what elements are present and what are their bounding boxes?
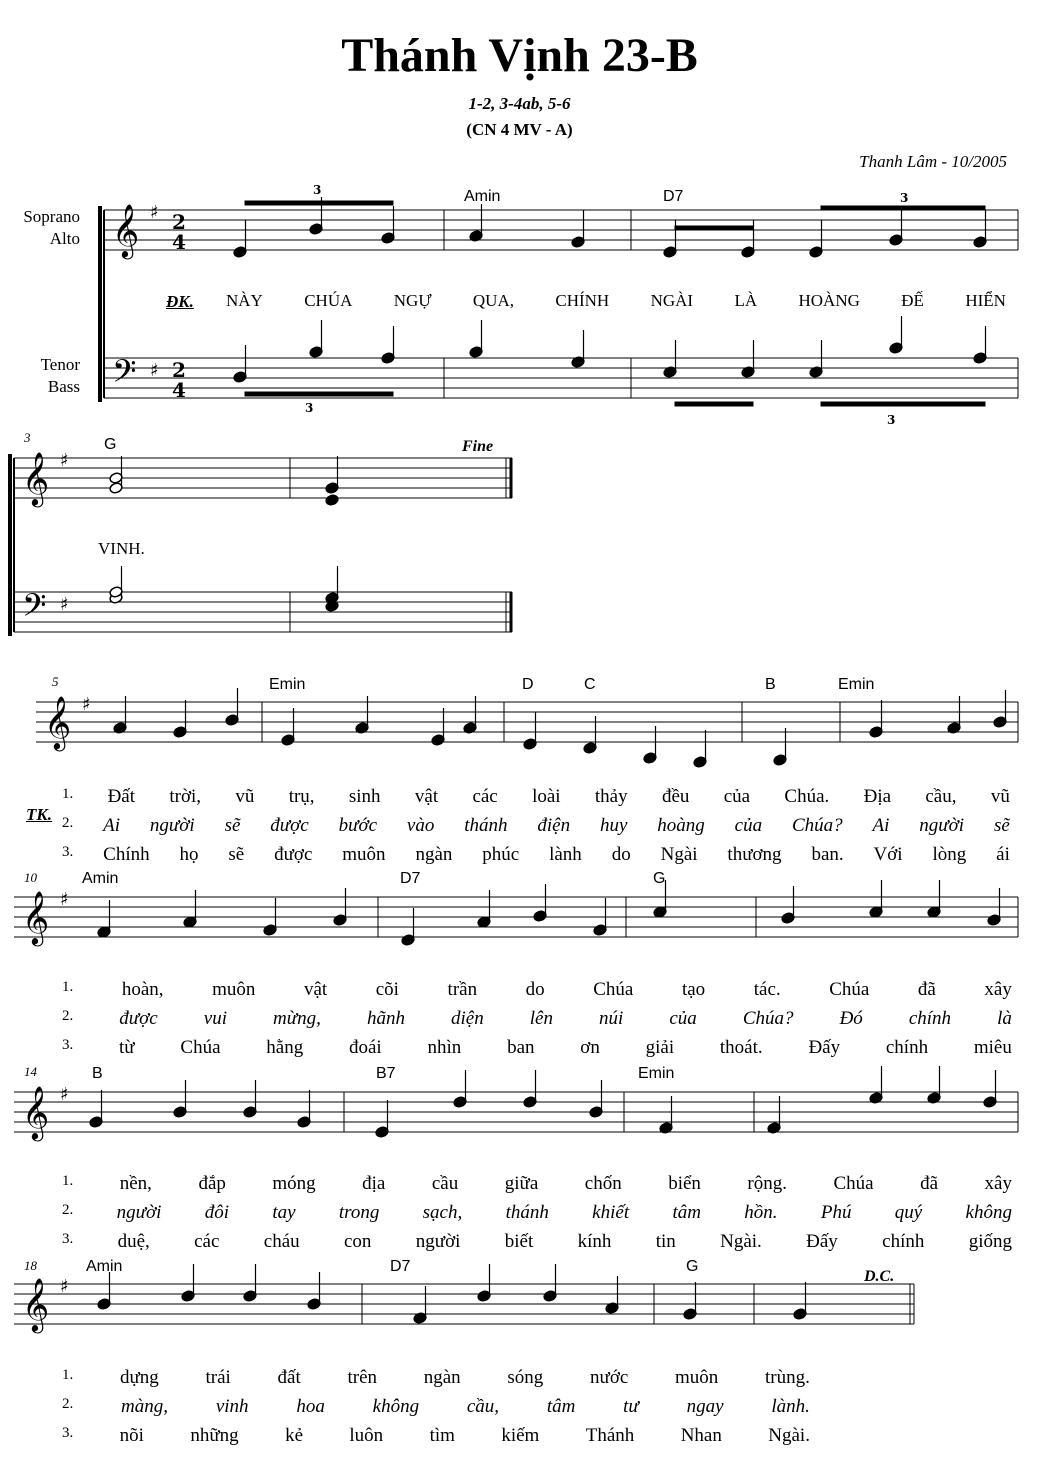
treble-clef: 𝄞 — [22, 1277, 50, 1331]
chord-symbol: D7 — [390, 1258, 411, 1275]
lyric-line-verse-3 — [62, 1231, 1012, 1253]
soprano-label: Soprano — [23, 207, 80, 226]
bass-clef: 𝄢 — [112, 353, 137, 397]
lyric-word: được — [270, 815, 309, 836]
lyric-word: trần — [447, 979, 478, 1000]
lyric-word: thánh — [464, 815, 508, 836]
lyric-word: không — [965, 1202, 1012, 1223]
lyric-word: muôn — [212, 979, 256, 1000]
lyric-word: sinh — [348, 786, 381, 807]
lyric-word: Thánh — [585, 1425, 635, 1446]
lyric-word: được — [119, 1008, 158, 1029]
lyric-word: đất — [277, 1367, 301, 1388]
chord-symbol: Emin — [838, 676, 875, 693]
lyric-word: Chúa — [180, 1037, 221, 1058]
lyric-word: giải — [645, 1037, 675, 1058]
lyric-word: của — [723, 786, 751, 807]
beam — [675, 402, 753, 406]
chord-symbol: Amin — [86, 1258, 123, 1275]
lyric-word: Ai — [103, 815, 121, 836]
lyric-line-verse-1 — [62, 1367, 810, 1389]
verse-number: 1. — [62, 979, 74, 995]
treble-clef: 𝄞 — [22, 1085, 50, 1139]
lyric-word: miêu — [973, 1037, 1012, 1058]
measure-number: 3 — [24, 430, 31, 445]
lyric-word: rộng. — [747, 1173, 787, 1194]
key-signature-sharp: ♯ — [60, 889, 69, 910]
lyric-word: Chúa? — [791, 815, 843, 836]
lyric-word: do — [611, 844, 631, 865]
lyric-word: HOÀNG — [798, 291, 860, 310]
verse-number: 3. — [62, 844, 74, 860]
lyric-line-verse-2 — [62, 1396, 810, 1418]
key-signature-sharp: ♯ — [60, 594, 69, 615]
lyric-word: Chúa — [829, 979, 870, 1000]
lyric-word: Chúa — [833, 1173, 874, 1194]
lyric-word: thoát. — [719, 1037, 763, 1058]
fine-marker: Fine — [462, 438, 494, 455]
lyric-word: nước — [590, 1367, 629, 1388]
composer-credit: Thanh Lâm - 10/2005 — [859, 152, 1007, 171]
lyric-word: đã — [917, 979, 936, 1000]
verse-number: 1. — [62, 786, 74, 802]
lyric-word: từ — [119, 1037, 135, 1058]
lyric-word: điện — [537, 815, 571, 836]
chord-symbol: Amin — [464, 188, 501, 205]
time-signature: 2 — [172, 210, 186, 234]
lyric-word: cõi — [375, 979, 399, 1000]
lyric-word: họ — [179, 844, 199, 865]
lyric-word: người — [919, 815, 965, 836]
lyric-word: đôi — [204, 1202, 229, 1223]
lyric-word: cầu, — [466, 1396, 500, 1417]
lyric-line-verse-3 — [62, 1425, 810, 1447]
lyric-word: Đất — [107, 786, 136, 807]
lyric-word: xây — [984, 979, 1012, 1000]
lyric-word: vật — [414, 786, 439, 807]
lyric-word: duệ, — [117, 1231, 150, 1252]
chord-symbol: C — [584, 676, 596, 693]
chord-symbol: D — [522, 676, 534, 693]
lyric-word: kẻ — [285, 1425, 303, 1446]
chord-symbol: G — [653, 870, 666, 887]
verse-number: 2. — [62, 815, 74, 831]
lyric-word: ơn — [580, 1037, 600, 1058]
lyric-word: trái — [205, 1367, 231, 1388]
time-signature: 2 — [172, 358, 186, 382]
lyric-word: phúc — [482, 844, 520, 865]
lyric-word: được — [274, 844, 313, 865]
lyric-word: Nhan — [680, 1425, 722, 1446]
lyric-word: hoàng — [657, 815, 705, 836]
lyric-word: CHÍNH — [555, 291, 610, 310]
lyric-word: của — [734, 815, 763, 836]
lyric-word: người — [116, 1202, 162, 1223]
lyric-word: kính — [577, 1231, 612, 1252]
key-signature-sharp: ♯ — [82, 694, 91, 715]
chord-symbol: B — [765, 676, 776, 693]
triplet-mark: 3 — [305, 401, 314, 415]
lyric-word: trong — [338, 1202, 380, 1223]
verse-number: 3. — [62, 1425, 74, 1441]
lyric-word: mừng, — [273, 1008, 321, 1029]
lyric-word: Phú — [820, 1202, 852, 1223]
chord-symbol: Emin — [638, 1065, 675, 1082]
chord-symbol: G — [686, 1258, 699, 1275]
lyric-line-verse-2 — [62, 1008, 1012, 1030]
lyric-word: thương — [727, 844, 782, 865]
verse-reference: 1-2, 3-4ab, 5-6 — [468, 94, 571, 113]
refrain-lyrics-end: VINH. — [98, 539, 145, 558]
alto-label: Alto — [49, 229, 80, 248]
triplet-mark: 3 — [900, 191, 909, 205]
lyric-word: diện — [450, 1008, 484, 1029]
lyric-word: ngàn — [415, 844, 453, 865]
lyric-word: cầu, — [925, 786, 957, 807]
lyric-word: lòng — [932, 844, 967, 865]
bass-clef: 𝄢 — [22, 587, 47, 631]
lyric-line-verse-1 — [62, 979, 1012, 1001]
lyric-word: quý — [894, 1202, 923, 1223]
lyric-word: hãnh — [366, 1008, 405, 1029]
lyric-word: sẽ — [993, 815, 1010, 836]
lyric-word: QUA, — [472, 291, 514, 310]
lyric-word: Ngài — [660, 844, 698, 865]
measure-number: 14 — [24, 1064, 37, 1079]
lyric-word: bước — [338, 815, 378, 836]
key-signature-sharp: ♯ — [60, 450, 69, 471]
chord-symbol: B — [92, 1065, 103, 1082]
treble-clef: 𝄞 — [112, 203, 140, 257]
lyric-word: Đó — [839, 1008, 863, 1029]
verse-number: 1. — [62, 1367, 74, 1383]
triplet-mark: 3 — [887, 413, 896, 427]
chord-symbol: Emin — [269, 676, 306, 693]
lyric-word: Địa — [863, 786, 892, 807]
lyric-word: Ngài. — [768, 1425, 810, 1446]
lyric-word: vui — [203, 1008, 227, 1029]
lyric-word: người — [149, 815, 195, 836]
lyric-word: là — [997, 1008, 1012, 1029]
lyric-word: thảy — [594, 786, 628, 807]
lyric-word: chốn — [584, 1173, 622, 1194]
lyric-word: chính — [908, 1008, 952, 1029]
lyric-word: tạo — [681, 979, 706, 1000]
lyric-line-verse-2 — [62, 1202, 1012, 1224]
chord-symbol: B7 — [376, 1065, 396, 1082]
lyric-word: cầu — [431, 1173, 459, 1194]
lyric-word: muôn — [342, 844, 386, 865]
lyric-word: hằng — [266, 1037, 304, 1058]
lyric-word: nền, — [119, 1173, 152, 1194]
lyric-line-verse-1 — [62, 1173, 1012, 1195]
lyric-word: các — [194, 1231, 220, 1252]
lyric-word: tâm — [672, 1202, 701, 1223]
lyric-word: con — [344, 1231, 372, 1252]
beam — [245, 392, 393, 396]
dc-marker: D.C. — [864, 1268, 895, 1285]
lyric-word: Chúa — [593, 979, 634, 1000]
lyric-word: hồn. — [744, 1202, 778, 1223]
measure-number: 5 — [52, 674, 59, 689]
lyric-word: lành — [549, 844, 582, 865]
lyric-word: của — [669, 1008, 697, 1029]
lyric-word: không — [372, 1396, 420, 1417]
lyric-word: NGỰ — [393, 291, 432, 310]
lyric-word: NGÀI — [650, 291, 694, 310]
chord-symbol: D7 — [663, 188, 684, 205]
verse-number: 1. — [62, 1173, 74, 1189]
lyric-word: giữa — [504, 1173, 539, 1194]
lyric-word: nõi — [119, 1425, 144, 1446]
verse-number: 2. — [62, 1202, 74, 1218]
lyric-word: ái — [996, 844, 1010, 865]
lyric-word: lành. — [771, 1396, 810, 1417]
lyric-word: ngay — [686, 1396, 724, 1417]
lyric-word: vật — [303, 979, 328, 1000]
lyric-word: tìm — [429, 1425, 455, 1446]
lyric-word: muôn — [675, 1367, 719, 1388]
refrain-label: ĐK. — [166, 292, 194, 311]
lyric-line-verse-1 — [62, 786, 1010, 808]
lyric-word: Chúa. — [784, 786, 830, 807]
refrain-lyrics — [226, 291, 1006, 311]
chord-symbol: D7 — [400, 870, 421, 887]
lyric-word: Đấy — [806, 1231, 838, 1252]
lyric-word: người — [415, 1231, 461, 1252]
lyric-word: xây — [984, 1173, 1012, 1194]
lyric-word: chính — [885, 1037, 929, 1058]
verse-number: 3. — [62, 1231, 74, 1247]
key-signature-sharp: ♯ — [150, 202, 159, 223]
lyric-word: hoàn, — [121, 979, 164, 1000]
chord-symbol: G — [104, 436, 117, 453]
lyric-word: núi — [599, 1008, 624, 1029]
lyric-word: thánh — [505, 1202, 549, 1223]
lyric-word: cháu — [263, 1231, 300, 1252]
verse-label: TK. — [26, 805, 52, 824]
lyric-word: địa — [362, 1173, 386, 1194]
lyric-word: NÀY — [226, 291, 263, 310]
lyric-word: sẽ — [228, 844, 245, 865]
treble-clef: 𝄞 — [22, 890, 50, 944]
treble-clef: 𝄞 — [22, 451, 50, 505]
beam — [675, 226, 753, 230]
lyric-word: móng — [272, 1173, 316, 1194]
tenor-label: Tenor — [40, 355, 80, 374]
lyric-word: đắp — [198, 1173, 226, 1194]
lyric-word: tin — [655, 1231, 676, 1252]
lyric-word: hoa — [296, 1396, 325, 1417]
measure-number: 10 — [24, 870, 37, 885]
key-signature-sharp: ♯ — [150, 360, 159, 381]
lyric-word: vinh — [215, 1396, 249, 1417]
lyric-word: CHÚA — [304, 291, 353, 310]
lyric-word: Đấy — [808, 1037, 841, 1058]
lyric-word: biết — [504, 1231, 534, 1252]
lyric-word: ban. — [811, 844, 844, 865]
page-title: Thánh Vịnh 23-B — [341, 29, 698, 82]
lyric-word: chính — [882, 1231, 925, 1252]
lyric-word: Ai — [872, 815, 890, 836]
lyric-word: huy — [599, 815, 628, 836]
lyric-word: trụ, — [288, 786, 315, 807]
lyric-word: loài — [532, 786, 561, 807]
time-signature: 4 — [172, 378, 186, 402]
beam — [821, 402, 985, 406]
verse-number: 3. — [62, 1037, 74, 1053]
note-head — [325, 494, 339, 507]
lyric-line-verse-2 — [62, 815, 1010, 837]
lyric-word: ngàn — [423, 1367, 461, 1388]
lyric-word: tác. — [753, 979, 781, 1000]
lyric-word: vào — [406, 815, 435, 836]
lyric-word: dựng — [119, 1367, 159, 1388]
lyric-line-verse-3 — [62, 844, 1010, 866]
lyric-word: Chúa? — [742, 1008, 794, 1029]
lyric-word: những — [190, 1425, 239, 1446]
lyric-word: trời, — [169, 786, 202, 807]
bass-label: Bass — [47, 377, 80, 396]
lyric-word: lên — [529, 1008, 553, 1029]
triplet-mark: 3 — [313, 183, 322, 197]
lyric-word: khiết — [592, 1202, 630, 1223]
lyric-word: màng, — [121, 1396, 169, 1417]
lyric-word: các — [472, 786, 498, 807]
lyric-word: ĐẾ — [901, 291, 924, 310]
lyric-word: đoái — [349, 1037, 382, 1058]
lyric-word: trên — [347, 1367, 378, 1388]
beam — [245, 201, 393, 205]
lyric-word: Chính — [103, 844, 150, 865]
verse-number: 2. — [62, 1008, 74, 1024]
lyric-word: nhìn — [427, 1037, 462, 1058]
lyric-word: LÀ — [734, 291, 758, 310]
lyric-word: sạch, — [422, 1202, 463, 1223]
time-signature: 4 — [172, 230, 186, 254]
measure-number: 18 — [24, 1258, 37, 1273]
lyric-word: vũ — [235, 786, 255, 807]
liturgical-occasion: (CN 4 MV - A) — [466, 120, 573, 139]
lyric-word: vũ — [990, 786, 1010, 807]
lyric-word: luôn — [349, 1425, 384, 1446]
lyric-word: ban — [507, 1037, 535, 1058]
key-signature-sharp: ♯ — [60, 1276, 69, 1297]
lyric-line-verse-3 — [62, 1037, 1012, 1059]
lyric-word: đều — [661, 786, 690, 807]
key-signature-sharp: ♯ — [60, 1084, 69, 1105]
treble-clef: 𝄞 — [44, 695, 72, 749]
lyric-word: tư — [623, 1396, 639, 1417]
verse-number: 2. — [62, 1396, 74, 1412]
lyric-word: sẽ — [224, 815, 241, 836]
lyric-word: HIỂN — [965, 291, 1006, 310]
lyric-word: trùng. — [765, 1367, 810, 1388]
lyric-word: do — [525, 979, 545, 1000]
lyric-word: biển — [668, 1173, 701, 1194]
lyric-word: kiếm — [501, 1425, 540, 1446]
lyric-word: đã — [920, 1173, 939, 1194]
lyric-word: tay — [272, 1202, 296, 1223]
lyric-word: tâm — [546, 1396, 576, 1417]
lyric-word: Ngài. — [720, 1231, 762, 1252]
chord-symbol: Amin — [82, 870, 119, 887]
lyric-word: Với — [873, 844, 903, 865]
lyric-word: sóng — [507, 1367, 544, 1388]
beam — [821, 206, 985, 210]
lyric-word: giống — [968, 1231, 1012, 1252]
